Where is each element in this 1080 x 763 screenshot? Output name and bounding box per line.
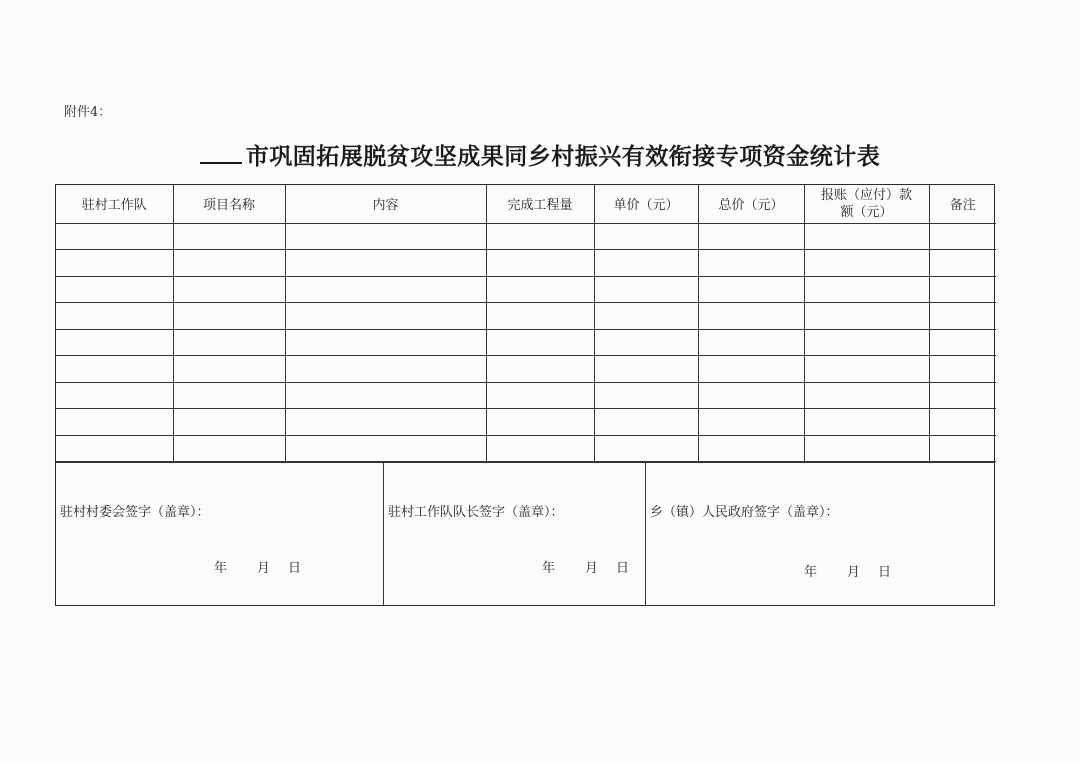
table-cell[interactable] bbox=[698, 435, 804, 462]
table-cell[interactable] bbox=[698, 409, 804, 436]
table-cell[interactable] bbox=[929, 303, 996, 330]
table-body bbox=[56, 223, 996, 462]
table-cell[interactable] bbox=[929, 409, 996, 436]
table-cell[interactable] bbox=[285, 276, 486, 303]
table-cell[interactable] bbox=[594, 303, 698, 330]
table-cell[interactable] bbox=[56, 276, 173, 303]
table-row bbox=[56, 223, 996, 250]
header-reimbursement-line1: 报账（应付）款 bbox=[820, 187, 912, 203]
header-work-team: 驻村工作队 bbox=[56, 185, 173, 223]
statistics-form bbox=[55, 184, 995, 606]
table-cell[interactable] bbox=[173, 356, 285, 383]
table-row bbox=[56, 356, 996, 383]
table-cell[interactable] bbox=[173, 382, 285, 409]
table-cell[interactable] bbox=[698, 303, 804, 330]
table-cell[interactable] bbox=[804, 409, 929, 436]
table-cell[interactable] bbox=[804, 329, 929, 356]
table-row bbox=[56, 303, 996, 330]
table-cell[interactable] bbox=[698, 329, 804, 356]
table-cell[interactable] bbox=[804, 303, 929, 330]
township-government-date bbox=[804, 561, 891, 580]
table-cell[interactable] bbox=[594, 356, 698, 383]
table-cell[interactable] bbox=[929, 382, 996, 409]
village-committee-signature-label: 驻村村委会签字（盖章）： bbox=[60, 505, 210, 520]
table-cell[interactable] bbox=[594, 409, 698, 436]
fund-statistics-table bbox=[56, 185, 996, 462]
document-title bbox=[0, 138, 1080, 171]
table-cell[interactable] bbox=[56, 223, 173, 250]
table-cell[interactable] bbox=[56, 409, 173, 436]
table-cell[interactable] bbox=[594, 382, 698, 409]
work-team-leader-date bbox=[542, 557, 629, 576]
table-cell[interactable] bbox=[486, 382, 594, 409]
work-team-leader-signature-cell[interactable] bbox=[384, 463, 646, 606]
table-row bbox=[56, 382, 996, 409]
table-cell[interactable] bbox=[594, 329, 698, 356]
table-cell[interactable] bbox=[804, 356, 929, 383]
table-cell[interactable] bbox=[173, 409, 285, 436]
table-cell[interactable] bbox=[173, 435, 285, 462]
table-cell[interactable] bbox=[486, 250, 594, 277]
table-cell[interactable] bbox=[486, 409, 594, 436]
header-reimbursement-amount bbox=[804, 185, 929, 223]
table-cell[interactable] bbox=[486, 223, 594, 250]
table-cell[interactable] bbox=[56, 250, 173, 277]
date-day: 日 bbox=[878, 565, 892, 580]
header-completed-quantity: 完成工程量 bbox=[486, 185, 594, 223]
date-month: 月 bbox=[847, 565, 861, 580]
table-cell[interactable] bbox=[698, 223, 804, 250]
table-cell[interactable] bbox=[486, 356, 594, 383]
title-text: 市巩固拓展脱贫攻坚成果同乡村振兴有效衔接专项资金统计表 bbox=[245, 143, 881, 170]
table-cell[interactable] bbox=[486, 435, 594, 462]
table-cell[interactable] bbox=[56, 329, 173, 356]
city-name-blank bbox=[200, 144, 242, 164]
table-cell[interactable] bbox=[56, 303, 173, 330]
table-cell[interactable] bbox=[804, 435, 929, 462]
table-cell[interactable] bbox=[56, 382, 173, 409]
header-total-price: 总价（元） bbox=[698, 185, 804, 223]
table-cell[interactable] bbox=[698, 276, 804, 303]
table-cell[interactable] bbox=[804, 223, 929, 250]
table-cell[interactable] bbox=[594, 250, 698, 277]
table-cell[interactable] bbox=[698, 356, 804, 383]
table-cell[interactable] bbox=[173, 276, 285, 303]
table-cell[interactable] bbox=[698, 250, 804, 277]
header-reimbursement-line2: 额（元） bbox=[840, 204, 893, 220]
table-row bbox=[56, 276, 996, 303]
table-cell[interactable] bbox=[173, 303, 285, 330]
table-cell[interactable] bbox=[285, 382, 486, 409]
village-committee-date bbox=[214, 557, 301, 576]
table-cell[interactable] bbox=[173, 329, 285, 356]
table-cell[interactable] bbox=[594, 435, 698, 462]
township-government-signature-cell[interactable] bbox=[646, 463, 994, 606]
date-month: 月 bbox=[257, 561, 271, 576]
date-year: 年 bbox=[804, 565, 818, 580]
date-day: 日 bbox=[288, 561, 302, 576]
table-cell[interactable] bbox=[594, 276, 698, 303]
table-cell[interactable] bbox=[56, 435, 173, 462]
table-cell[interactable] bbox=[804, 250, 929, 277]
township-government-signature-label: 乡（镇）人民政府签字（盖章）： bbox=[650, 505, 839, 520]
date-year: 年 bbox=[214, 561, 228, 576]
table-cell[interactable] bbox=[285, 356, 486, 383]
table-cell[interactable] bbox=[929, 435, 996, 462]
table-cell[interactable] bbox=[56, 356, 173, 383]
date-day: 日 bbox=[616, 561, 630, 576]
table-cell[interactable] bbox=[173, 250, 285, 277]
table-cell[interactable] bbox=[285, 435, 486, 462]
date-year: 年 bbox=[542, 561, 556, 576]
table-cell[interactable] bbox=[929, 223, 996, 250]
table-cell[interactable] bbox=[285, 250, 486, 277]
table-cell[interactable] bbox=[804, 382, 929, 409]
signature-row bbox=[56, 462, 994, 606]
table-cell[interactable] bbox=[929, 276, 996, 303]
date-month: 月 bbox=[585, 561, 599, 576]
table-cell[interactable] bbox=[486, 276, 594, 303]
table-cell[interactable] bbox=[285, 223, 486, 250]
table-row bbox=[56, 329, 996, 356]
table-cell[interactable] bbox=[486, 303, 594, 330]
header-unit-price: 单价（元） bbox=[594, 185, 698, 223]
table-cell[interactable] bbox=[594, 223, 698, 250]
table-row bbox=[56, 250, 996, 277]
table-header-row bbox=[56, 185, 996, 223]
header-remarks: 备注 bbox=[929, 185, 996, 223]
table-cell[interactable] bbox=[285, 409, 486, 436]
header-project-name: 项目名称 bbox=[173, 185, 285, 223]
work-team-leader-signature-label: 驻村工作队队长签字（盖章）： bbox=[388, 505, 564, 520]
table-cell[interactable] bbox=[929, 250, 996, 277]
table-row bbox=[56, 409, 996, 436]
table-cell[interactable] bbox=[173, 223, 285, 250]
table-cell[interactable] bbox=[698, 382, 804, 409]
attachment-label: 附件4： bbox=[64, 105, 112, 120]
table-cell[interactable] bbox=[929, 329, 996, 356]
table-cell[interactable] bbox=[486, 329, 594, 356]
table-cell[interactable] bbox=[929, 356, 996, 383]
table-row bbox=[56, 435, 996, 462]
village-committee-signature-cell[interactable] bbox=[56, 463, 384, 606]
table-cell[interactable] bbox=[285, 329, 486, 356]
table-cell[interactable] bbox=[804, 276, 929, 303]
header-content: 内容 bbox=[285, 185, 486, 223]
table-cell[interactable] bbox=[285, 303, 486, 330]
